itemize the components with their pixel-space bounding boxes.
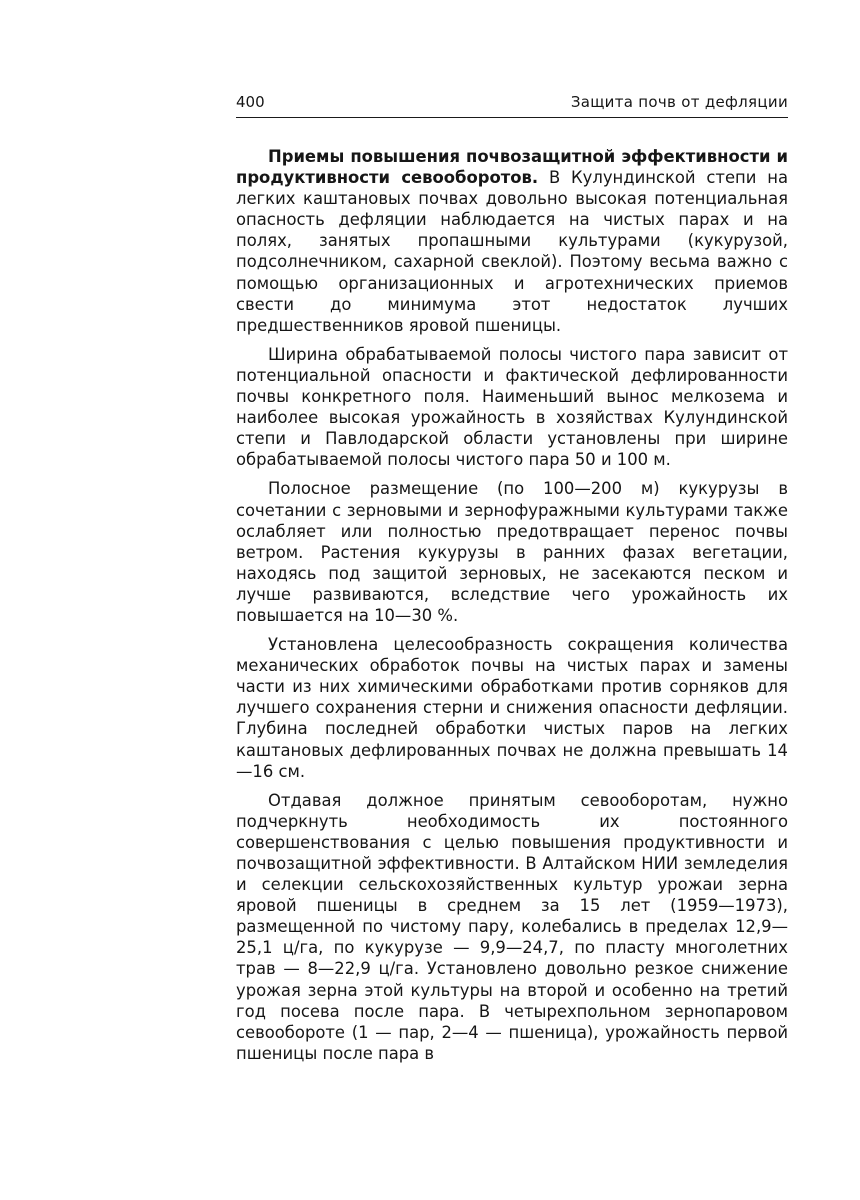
- paragraph-1-text: В Кулундинской степи на легких каштановых почвах довольно высокая потенциальная опасность дефляции наблюдается на чистых парах и на полях, занятых пропашными культурами (кукурузой, подсолнечником, сахарной свеклой). Поэтому весьма важно с помощью организационных и агротехнических приемов свести до минимума этот недостаток лучших предшественников яровой пшеницы.: [236, 168, 788, 335]
- paragraph-1: [236, 146, 788, 336]
- book-page: [236, 92, 788, 1072]
- paragraph-3: Полосное размещение (по 100—200 м) кукурузы в сочетании с зерновыми и зернофуражными культурами также ослабляет или полностью предотвращает перенос почвы ветром. Растения кукурузы в ранних фазах вегетации, находясь под защитой зерновых, не засекаются песком и лучше развиваются, вследствие чего урожайность их повышается на 10—30 %.: [236, 479, 788, 625]
- section-heading: Приемы повышения почвозащитной эффективности и продуктивности севооборотов.: [236, 147, 788, 188]
- body-text: [236, 146, 788, 1064]
- page-number: 400: [236, 93, 265, 111]
- paragraph-4: Установлена целесообразность сокращения количества механических обработок почвы на чистых парах и замены части из них химическими обработками против сорняков для лучшего сохранения стерни и снижения опасности дефляции. Глубина последней обработки чистых паров на легких каштановых дефлированных почвах не должна превышать 14—16 см.: [236, 635, 788, 781]
- paragraph-5: Отдавая должное принятым севооборотам, нужно подчеркнуть необходимость их постоянного совершенствования с целью повышения продуктивности и почвозащитной эффективности. В Алтайском НИИ земледелия и селекции сельскохозяйственных культур урожаи зерна яровой пшеницы в среднем за 15 лет (1959—1973), размещенной по чистому пару, колебались в пределах 12,9—25,1 ц/га, по кукурузе — 9,9—24,7, по пласту многолетних трав — 8—22,9 ц/га. Установлено довольно резкое снижение урожая зерна этой культуры на второй и особенно на третий год посева после пара. В четырехпольном зернопаровом севообороте (1 — пар, 2—4 — пшеница), урожайность первой пшеницы после пара в: [236, 790, 788, 1063]
- paragraph-2: Ширина обрабатываемой полосы чистого пара зависит от потенциальной опасности и фактической дефлированности почвы конкретного поля. Наименьший вынос мелкозема и наиболее высокая урожайность в хозяйствах Кулундинской степи и Павлодарской области установлены при ширине обрабатываемой полосы чистого пара 50 и 100 м.: [236, 344, 788, 470]
- running-header: [236, 92, 788, 118]
- running-title: Защита почв от дефляции: [570, 93, 788, 111]
